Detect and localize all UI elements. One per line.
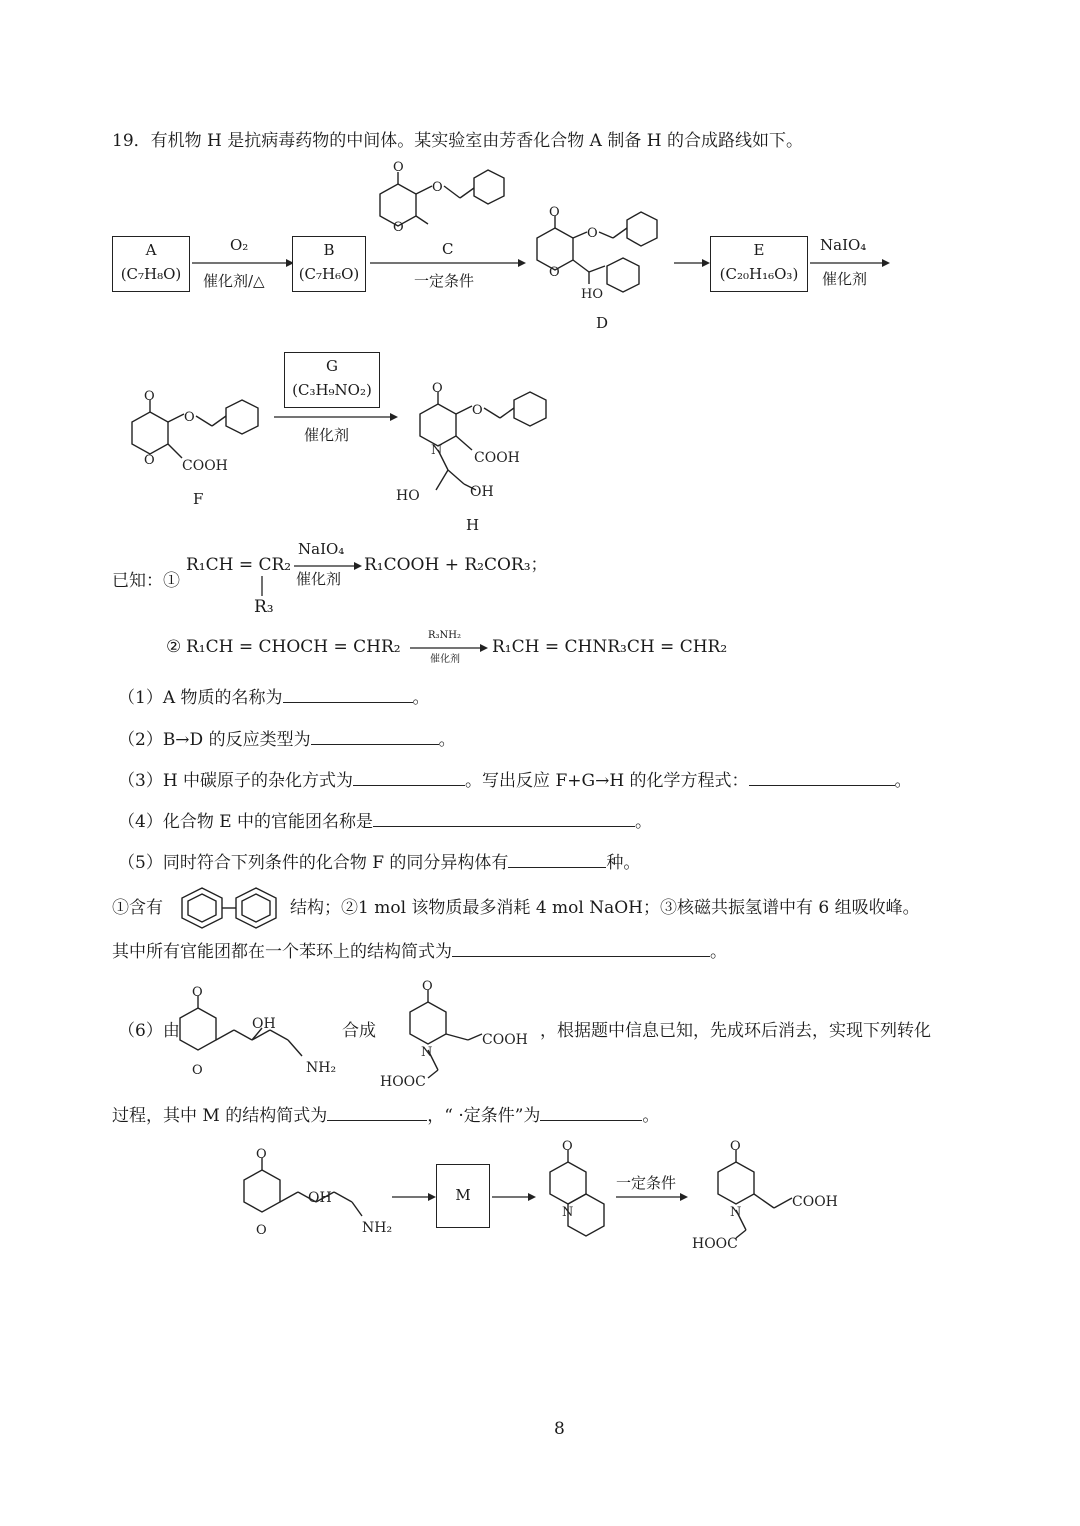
svg-text:N: N — [431, 443, 443, 458]
compound-G-box — [284, 352, 380, 408]
svg-text:O: O — [432, 180, 443, 195]
compound-H-structure — [396, 374, 590, 510]
answer-blank-4[interactable] — [373, 808, 635, 827]
arrow-1-bottom: 催化剂/△ — [203, 272, 265, 290]
q6-start-structure — [168, 978, 348, 1078]
svg-text:OH: OH — [470, 484, 494, 500]
subq-6e-text: ，“ ·定条件”为 — [427, 1106, 541, 1126]
svg-text:HOOC: HOOC — [692, 1236, 738, 1252]
subq-6-text-a: （6）由 — [118, 1021, 180, 1041]
subq-5-cond-post: 结构；②1 mol 该物质最多消耗 4 mol NaOH；③核磁共振氢谱中有 6 组吸收峰。 — [290, 898, 920, 918]
subq-5d-end: 。 — [710, 942, 727, 962]
known-r1-bottom: 催化剂 — [296, 570, 342, 588]
svg-text:O: O — [549, 265, 560, 280]
bottom-arrow-2 — [490, 1190, 538, 1204]
subq-5-cond-prefix: ①含有 — [112, 898, 163, 918]
known-r1-left: R₁CH = CR₂ — [186, 555, 292, 575]
compound-A-box — [112, 236, 190, 292]
subq-1-end: 。 — [412, 688, 430, 708]
arrow-2-top: C — [442, 240, 454, 258]
svg-text:HOOC: HOOC — [380, 1074, 426, 1090]
subq-5 — [118, 849, 640, 874]
q6-target-structure — [376, 972, 546, 1092]
known-r2-right: R₁CH = CHNR₃CH = CHR₂ — [492, 637, 728, 657]
subq-6d-end: 。 — [642, 1106, 660, 1126]
subq-3 — [118, 767, 912, 792]
bottom-product-structure — [688, 1136, 848, 1252]
reaction-arrow-3 — [672, 256, 712, 270]
known-r1-sub: R₃ — [254, 597, 274, 617]
svg-text:O: O — [472, 403, 483, 418]
known-prefix: 已知：① — [112, 571, 180, 591]
svg-text:OH: OH — [308, 1190, 332, 1206]
known-r2-left: R₁CH = CHOCH = CHR₂ — [186, 637, 401, 657]
svg-text:NH₂: NH₂ — [362, 1220, 393, 1236]
subq-3-text-b: 。写出反应 F+G→H 的化学方程式： — [465, 771, 749, 791]
arrow-1-top: O₂ — [230, 236, 249, 254]
known-r2-top: R₃NH₂ — [428, 630, 462, 641]
svg-text:COOH: COOH — [792, 1194, 838, 1210]
arrow-5-bottom: 催化剂 — [304, 426, 350, 444]
svg-text:O: O — [549, 205, 560, 220]
svg-text:COOH: COOH — [482, 1032, 528, 1048]
subq-3-end: 。 — [894, 771, 912, 791]
arrow-4-bottom: 催化剂 — [822, 270, 868, 288]
answer-blank-6b[interactable] — [540, 1102, 642, 1121]
arrow-2-bottom: 一定条件 — [414, 272, 475, 290]
svg-text:N: N — [421, 1045, 433, 1060]
answer-blank-1[interactable] — [283, 684, 413, 703]
known-r1-sub-bond — [256, 574, 268, 598]
compound-G-label: G — [326, 357, 338, 375]
svg-text:O: O — [184, 410, 195, 425]
compound-E-formula: (C₂₀H₁₆O₃) — [719, 265, 799, 283]
svg-text:O: O — [422, 979, 433, 994]
bottom-M-label: M — [455, 1186, 471, 1204]
compound-E-box — [710, 236, 808, 292]
known-r2-prefix: ② — [166, 637, 182, 657]
svg-text:HO: HO — [396, 488, 420, 504]
compound-H-label: H — [466, 516, 480, 534]
subq-5d-text: 其中所有官能团都在一个苯环上的结构简式为 — [112, 942, 452, 962]
page-number: 8 — [554, 1419, 565, 1439]
arrow-4-top: NaIO₄ — [820, 236, 867, 254]
subq-6-text-c: ，根据题中信息已知，先成环后消去，实现下列转化 — [540, 1021, 931, 1041]
reaction-arrow-1 — [190, 256, 294, 270]
compound-B-label: B — [323, 241, 335, 259]
answer-blank-3b[interactable] — [749, 767, 895, 786]
subq-1 — [118, 684, 430, 709]
svg-text:O: O — [562, 1139, 573, 1154]
subq-6d-text: 过程，其中 M 的结构简式为 — [112, 1106, 328, 1126]
subq-2-end: 。 — [438, 730, 456, 750]
svg-text:OH: OH — [252, 1016, 276, 1032]
svg-text:NH₂: NH₂ — [306, 1060, 337, 1076]
answer-blank-3a[interactable] — [353, 767, 465, 786]
answer-blank-2[interactable] — [311, 726, 439, 745]
svg-text:HO: HO — [581, 287, 603, 302]
svg-text:O: O — [256, 1147, 267, 1162]
svg-text:O: O — [256, 1223, 267, 1238]
answer-blank-6a[interactable] — [327, 1102, 427, 1121]
reagent-C-structure — [360, 158, 520, 238]
subq-2 — [118, 726, 456, 751]
biphenyl-structure — [166, 884, 292, 932]
subq-5-text-a: （5）同时符合下列条件的化合物 F 的同分异构体有 — [118, 853, 509, 873]
compound-B-formula: (C₇H₆O) — [298, 265, 360, 283]
svg-text:O: O — [192, 985, 203, 1000]
svg-text:O: O — [730, 1139, 741, 1154]
svg-text:N: N — [730, 1205, 742, 1220]
reaction-arrow-2 — [368, 256, 528, 270]
subq-4-end: 。 — [635, 812, 653, 832]
bottom-M-box — [436, 1164, 490, 1228]
compound-D-label: D — [596, 314, 609, 332]
subq-5-text-b: 种。 — [606, 853, 641, 873]
known-r2-bottom: 催化剂 — [430, 654, 460, 665]
reaction-arrow-5 — [272, 410, 400, 424]
compound-D-structure — [525, 196, 675, 308]
subq-6-text-b: 合成 — [342, 1021, 376, 1041]
bottom-start-structure — [232, 1140, 402, 1240]
subq-1-text: （1）A 物质的名称为 — [118, 688, 283, 708]
compound-G-formula: (C₃H₉NO₂) — [292, 381, 372, 399]
svg-text:O: O — [432, 381, 443, 396]
svg-text:O: O — [144, 389, 155, 404]
bottom-arrow-3-label: 一定条件 — [616, 1174, 677, 1192]
bottom-arrow-1 — [390, 1190, 438, 1204]
svg-text:COOH: COOH — [182, 458, 228, 474]
subq-5d — [112, 938, 727, 963]
subq-3-text-a: （3）H 中碳原子的杂化方式为 — [118, 771, 354, 791]
subq-2-text: （2）B→D 的反应类型为 — [118, 730, 311, 750]
answer-blank-5b[interactable] — [452, 938, 710, 957]
svg-text:O: O — [393, 160, 404, 175]
compound-F-structure — [120, 388, 290, 484]
subq-6d — [112, 1102, 659, 1127]
compound-A-label: A — [145, 241, 157, 259]
known-r1-right: R₁COOH + R₂COR₃； — [364, 555, 548, 575]
question-intro: 19．有机物 H 是抗病毒药物的中间体。某实验室由芳香化合物 A 制备 H 的合成路线如下。 — [112, 131, 803, 151]
answer-blank-5a[interactable] — [508, 849, 606, 868]
bicyclic-intermediate-structure — [538, 1136, 618, 1246]
svg-text:O: O — [144, 453, 155, 468]
subq-4-text: （4）化合物 E 中的官能团名称是 — [118, 812, 374, 832]
svg-text:O: O — [393, 220, 404, 235]
svg-text:COOH: COOH — [474, 450, 520, 466]
known-r1-top: NaIO₄ — [298, 540, 345, 558]
compound-F-label: F — [193, 490, 204, 508]
compound-A-formula: (C₇H₈O) — [120, 265, 182, 283]
svg-text:O: O — [192, 1063, 203, 1078]
svg-text:O: O — [587, 226, 598, 241]
svg-text:N: N — [562, 1205, 574, 1220]
subq-4 — [118, 808, 652, 833]
compound-E-label: E — [753, 241, 765, 259]
compound-B-box — [292, 236, 366, 292]
